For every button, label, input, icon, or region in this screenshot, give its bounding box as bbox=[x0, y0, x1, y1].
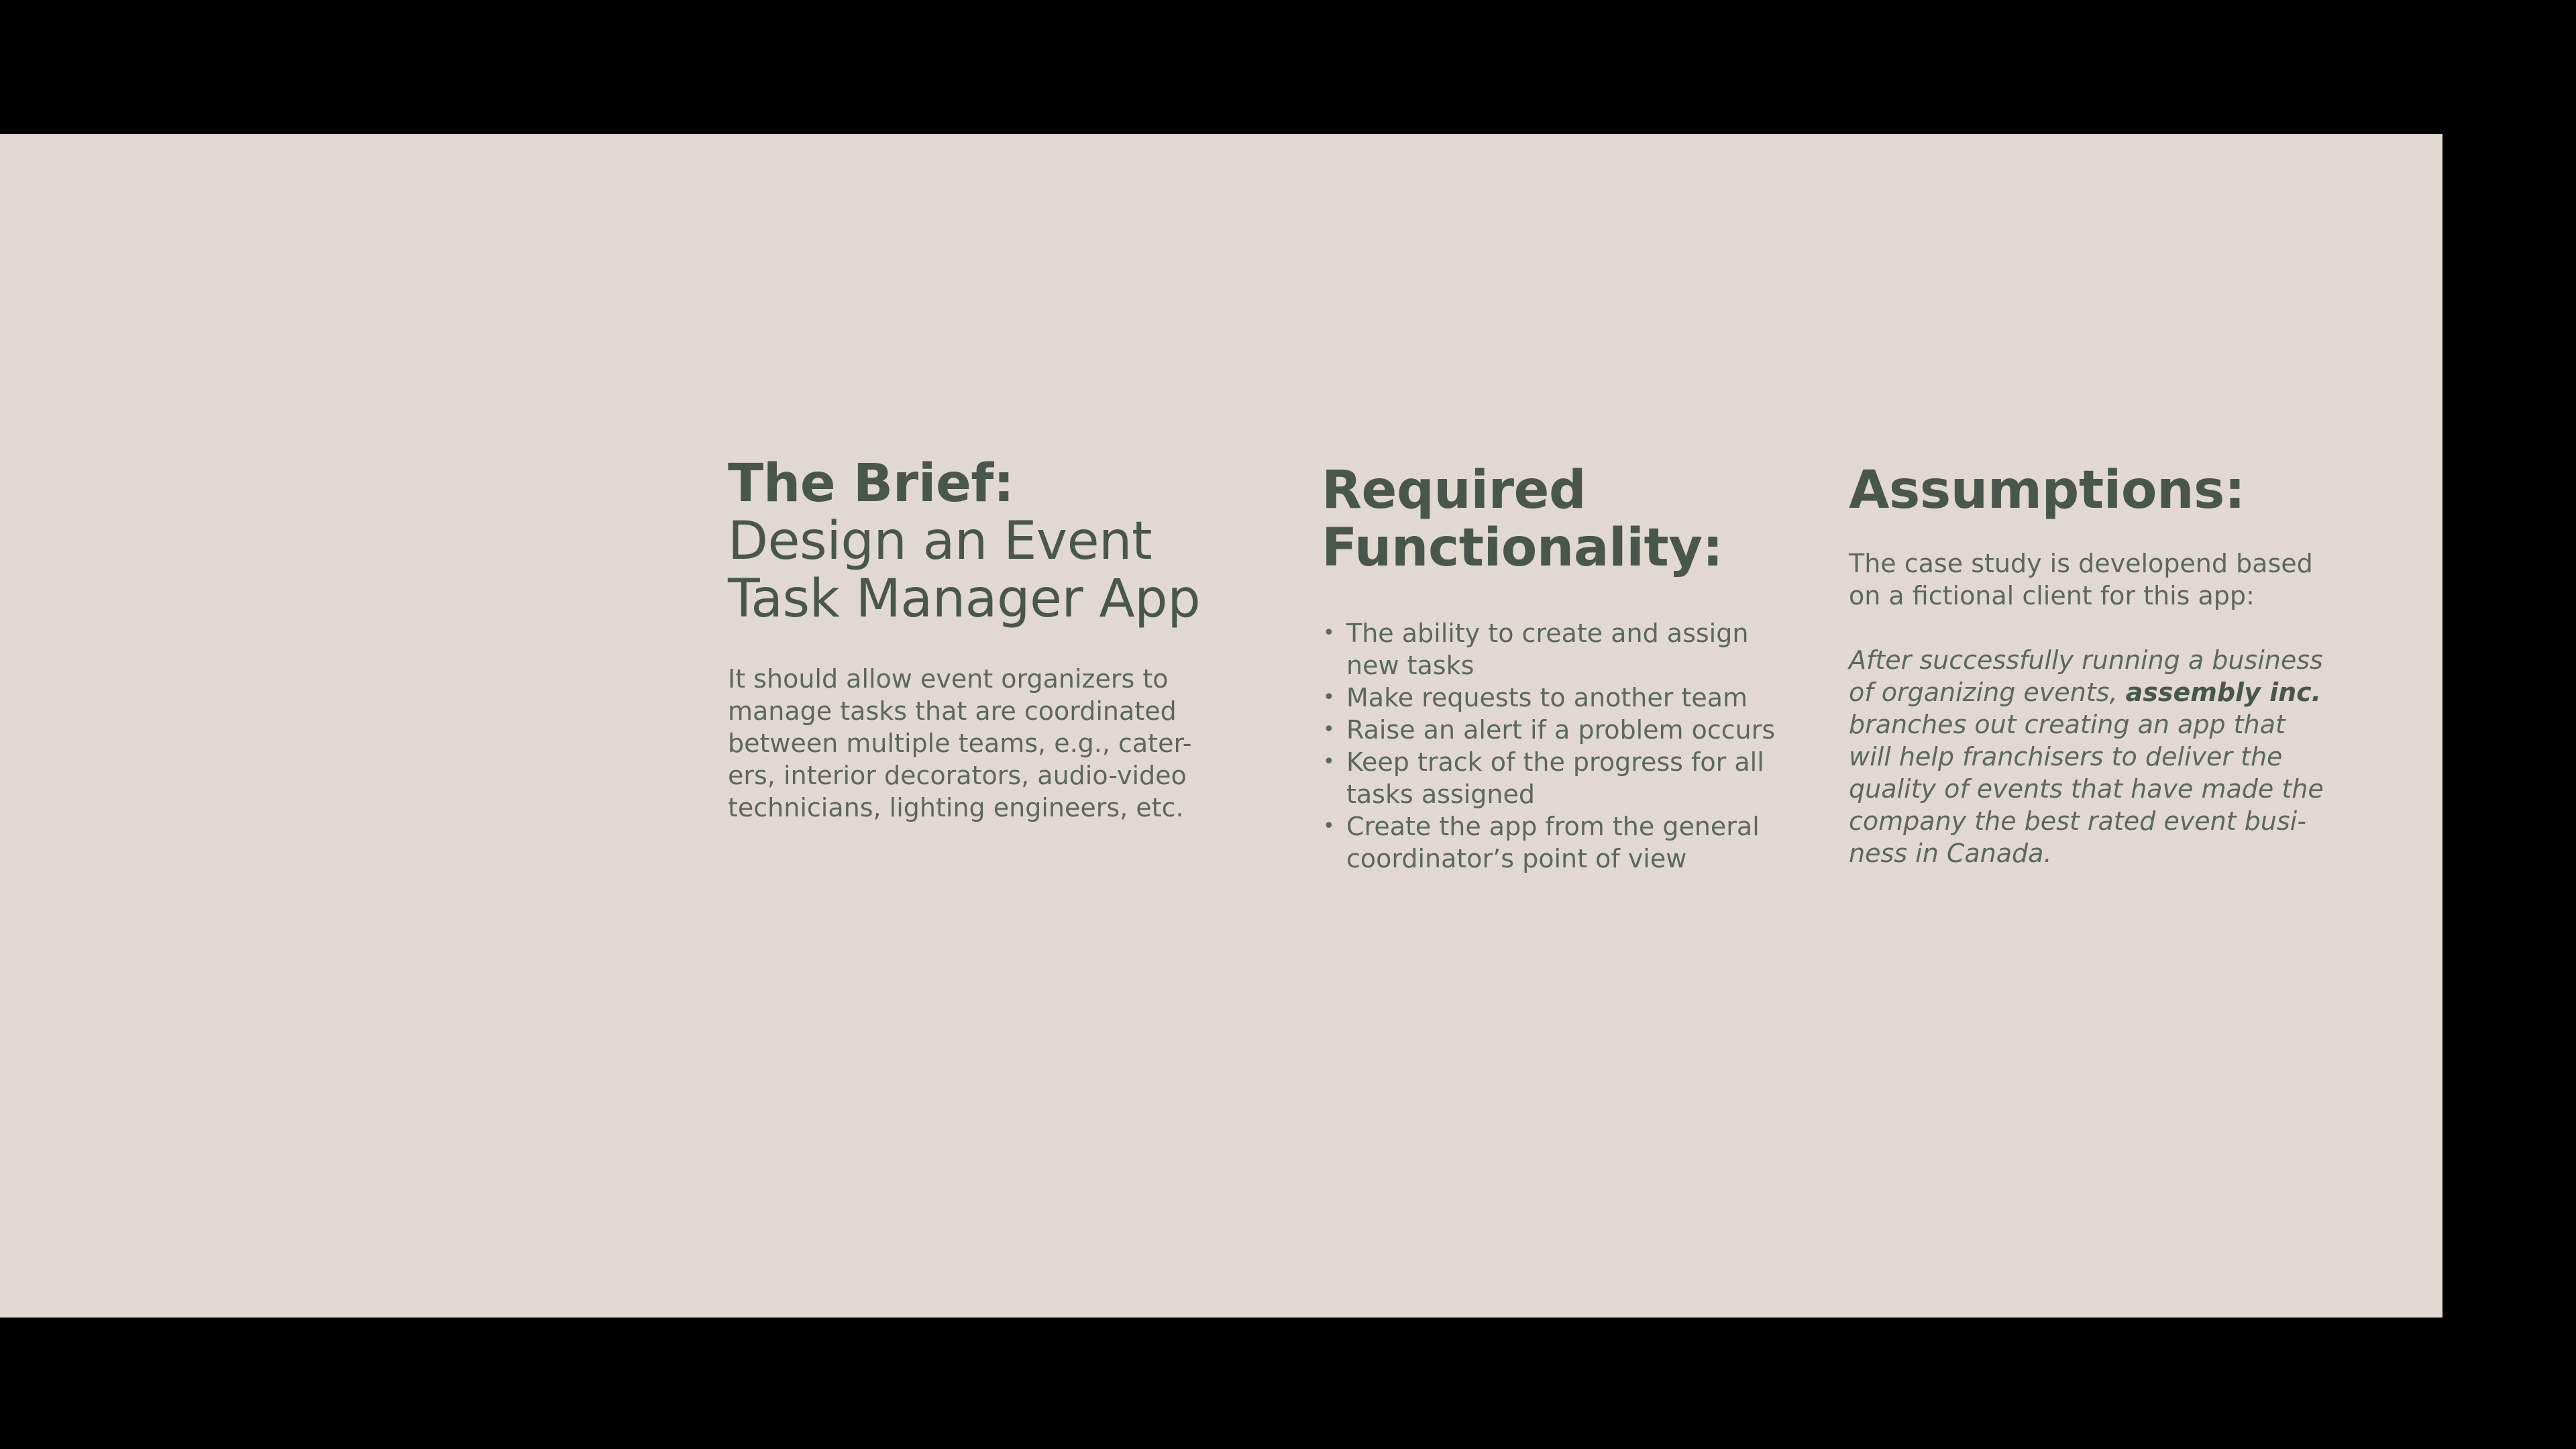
functionality-item bbox=[1322, 810, 1791, 875]
brief-subheading-line: Design an Event bbox=[728, 511, 1152, 572]
assumptions-intro-line: The case study is developend based bbox=[1849, 549, 2313, 578]
functionality-item-line: Create the app from the general bbox=[1346, 812, 1760, 841]
assumptions-intro-line: on a fictional client for this app: bbox=[1849, 581, 2255, 610]
functionality-item bbox=[1322, 746, 1791, 810]
assumptions-narrative bbox=[1849, 644, 2332, 869]
assumptions-narrative-line: will help franchisers to deliver the bbox=[1849, 742, 2283, 771]
assumptions-heading: Assumptions: bbox=[1849, 460, 2245, 521]
functionality-item-line: coordinator’s point of view bbox=[1346, 844, 1687, 873]
brief-body bbox=[728, 663, 1197, 824]
assumptions-narrative-line: quality of events that have made the bbox=[1849, 774, 2324, 804]
bullet-icon: • bbox=[1323, 621, 1335, 645]
functionality-item-line: Make requests to another team bbox=[1346, 683, 1748, 712]
functionality-heading-line: Required bbox=[1322, 460, 1587, 521]
assumptions-narrative-line: After successfully running a business bbox=[1849, 645, 2323, 675]
brief-body-line: ers, interior decorators, audio-video bbox=[728, 761, 1187, 790]
functionality-item-line: The ability to create and assign bbox=[1346, 619, 1749, 648]
functionality-list bbox=[1322, 617, 1791, 875]
brief-section bbox=[728, 455, 1238, 824]
brief-body-line: manage tasks that are coordinated bbox=[728, 696, 1177, 726]
functionality-heading bbox=[1322, 462, 1791, 577]
assumptions-section bbox=[1849, 462, 2345, 895]
slide bbox=[0, 134, 2443, 1318]
assumptions-narrative-line: ness in Canada. bbox=[1849, 839, 2052, 868]
bullet-icon: • bbox=[1323, 686, 1335, 709]
functionality-item bbox=[1322, 714, 1791, 746]
brief-subheading bbox=[728, 513, 1238, 628]
company-name: assembly inc. bbox=[2125, 678, 2322, 707]
assumptions-narrative-prefix: of organizing events, bbox=[1849, 678, 2126, 707]
assumptions-intro bbox=[1849, 547, 2332, 612]
functionality-item-line: Keep track of the progress for all bbox=[1346, 747, 1764, 777]
assumptions-narrative-line bbox=[1849, 676, 2332, 708]
functionality-item-line: tasks assigned bbox=[1346, 780, 1536, 809]
functionality-item bbox=[1322, 682, 1791, 714]
assumptions-narrative-line: company the best rated event busi- bbox=[1849, 806, 2306, 836]
brief-heading: The Brief: bbox=[728, 453, 1014, 514]
functionality-section bbox=[1322, 462, 1791, 875]
assumptions-narrative-line: branches out creating an app that bbox=[1849, 710, 2286, 739]
brief-body-line: between multiple teams, e.g., cater- bbox=[728, 729, 1192, 758]
bullet-icon: • bbox=[1323, 750, 1335, 773]
brief-subheading-line: Task Manager App bbox=[728, 569, 1201, 629]
brief-body-line: It should allow event organizers to bbox=[728, 664, 1169, 694]
bullet-icon: • bbox=[1323, 814, 1335, 838]
functionality-item bbox=[1322, 617, 1791, 682]
functionality-item-line: new tasks bbox=[1346, 651, 1474, 680]
bullet-icon: • bbox=[1323, 718, 1335, 741]
functionality-item-line: Raise an alert if a problem occurs bbox=[1346, 715, 1776, 745]
brief-body-line: technicians, lighting engineers, etc. bbox=[728, 793, 1184, 822]
functionality-heading-line: Functionality: bbox=[1322, 518, 1723, 578]
